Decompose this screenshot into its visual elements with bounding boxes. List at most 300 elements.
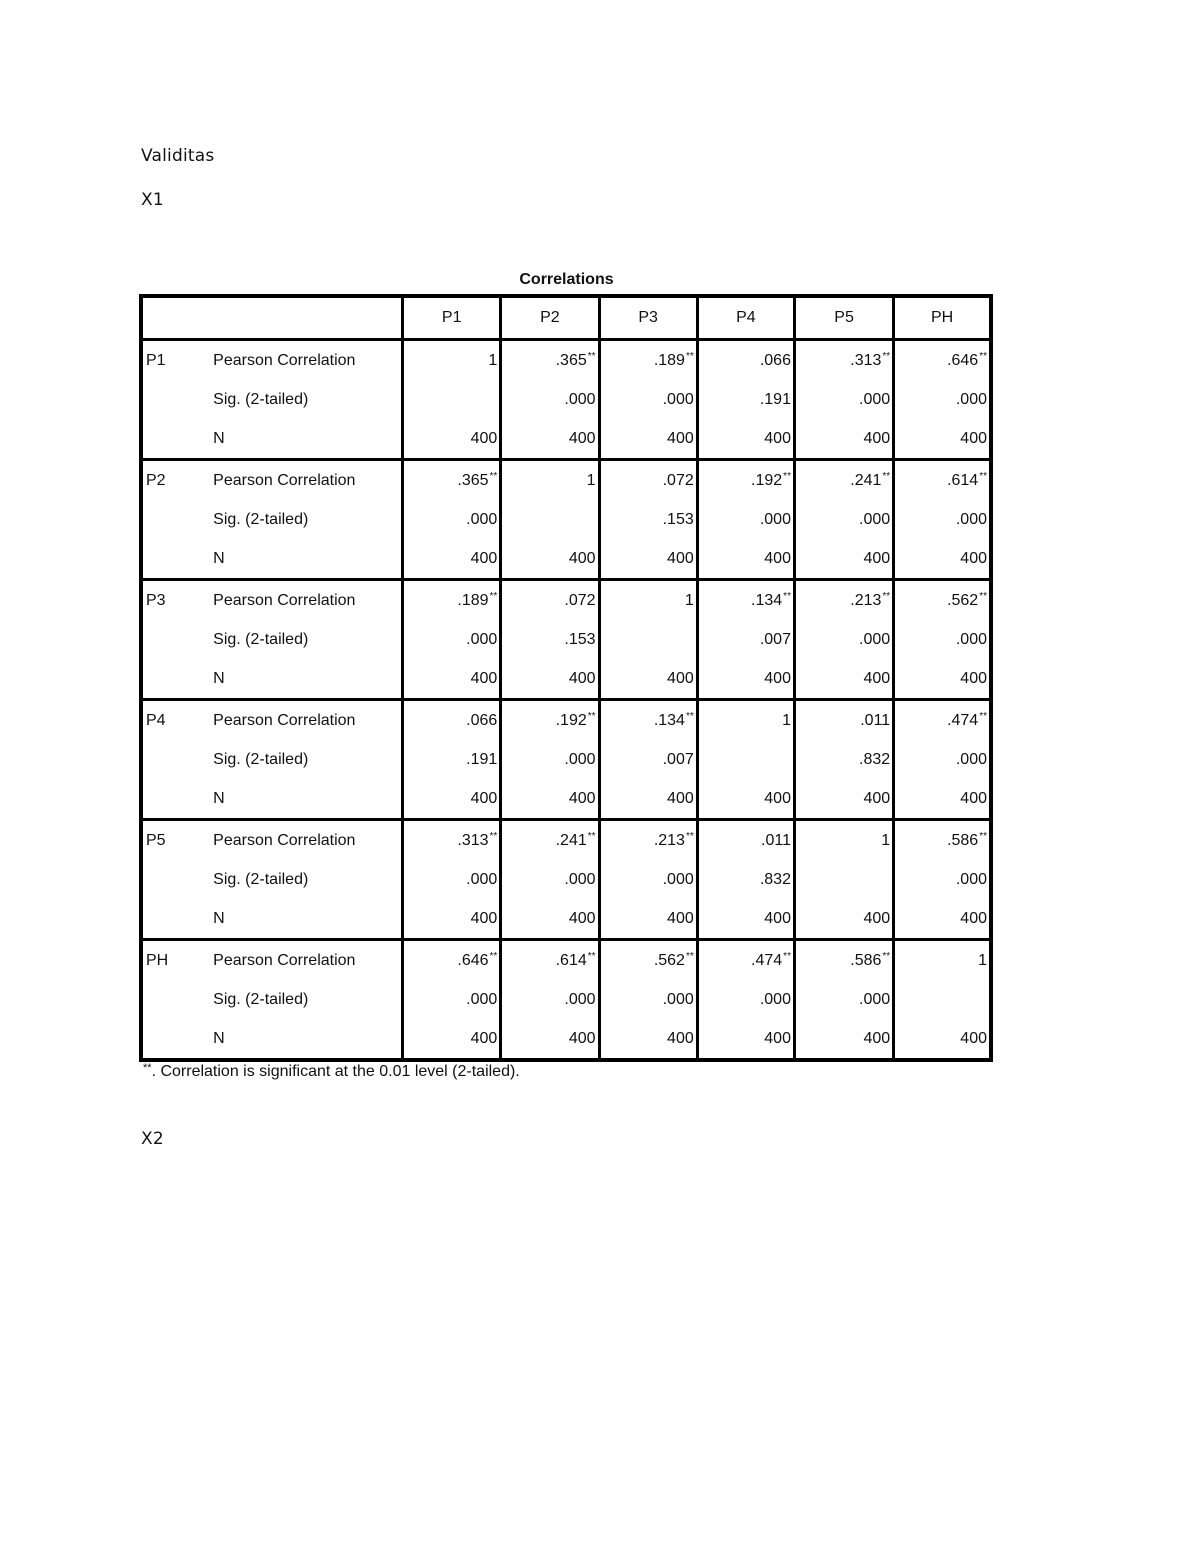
- table-cell: [697, 1019, 794, 1060]
- significance-marker: **: [489, 831, 498, 842]
- significance-marker: **: [882, 591, 891, 602]
- cell-value: .066: [466, 711, 498, 729]
- cell-value: 400: [568, 789, 596, 807]
- table-cell: [501, 460, 599, 501]
- cell-value: .011: [761, 831, 791, 849]
- cell-value: 400: [764, 549, 791, 567]
- table-header-row: [141, 296, 991, 340]
- row-variable-label: [141, 659, 211, 700]
- significance-marker: **: [685, 951, 694, 962]
- table-row: [141, 340, 991, 381]
- significance-marker: **: [489, 471, 498, 482]
- cell-value: 400: [470, 429, 498, 447]
- table-cell: [894, 380, 991, 419]
- cell-value: 400: [960, 789, 987, 807]
- table-cell: [697, 419, 794, 460]
- row-variable-label: PH: [146, 951, 169, 969]
- table-cell: [599, 659, 697, 700]
- table-cell: [599, 779, 697, 820]
- table-row: [141, 899, 991, 940]
- cell-value: .192: [555, 712, 587, 729]
- section-label-x1: X1: [141, 190, 164, 210]
- row-variable-label: [141, 1019, 211, 1060]
- cell-value: 400: [470, 669, 498, 687]
- significance-marker: **: [783, 951, 791, 962]
- table-cell: [403, 659, 501, 700]
- table-cell: [501, 1019, 599, 1060]
- row-variable-label: [141, 419, 211, 460]
- cell-value: .000: [466, 870, 498, 888]
- row-statistic-label: Pearson Correlation: [213, 471, 356, 489]
- cell-value: .192: [751, 472, 783, 489]
- cell-value: .153: [564, 630, 596, 648]
- table-cell: [403, 779, 501, 820]
- cell-value: .072: [662, 471, 694, 489]
- table-cell: [697, 980, 794, 1019]
- cell-value: 400: [568, 429, 596, 447]
- column-header: P4: [697, 296, 794, 340]
- table-cell: [403, 1019, 501, 1060]
- cell-value: .365: [457, 472, 489, 489]
- table-cell: [794, 380, 893, 419]
- cell-value: 1: [586, 471, 596, 489]
- column-header: P1: [403, 296, 501, 340]
- row-variable-label: [141, 980, 211, 1019]
- cell-value: .000: [859, 510, 891, 528]
- table-row: [141, 980, 991, 1019]
- cell-value: 400: [863, 1029, 891, 1047]
- table-cell: [894, 1019, 991, 1060]
- table-cell: [403, 820, 501, 861]
- table-cell: [697, 659, 794, 700]
- cell-value: .646: [457, 952, 489, 969]
- header-blank-statistic: [211, 296, 402, 340]
- cell-value: .191: [466, 750, 498, 768]
- table-cell: [794, 700, 893, 741]
- row-variable-label: P4: [146, 711, 166, 729]
- table-row: [141, 500, 991, 539]
- cell-value: 400: [764, 789, 791, 807]
- table-row: [141, 779, 991, 820]
- table-cell: [794, 899, 893, 940]
- significance-marker: **: [979, 471, 987, 482]
- cell-value: .000: [564, 390, 596, 408]
- cell-value: 400: [568, 1029, 596, 1047]
- cell-value: 400: [470, 909, 498, 927]
- significance-marker: **: [783, 471, 791, 482]
- table-cell: [697, 340, 794, 381]
- cell-value: .474: [947, 712, 979, 729]
- table-cell: [894, 740, 991, 779]
- cell-value: .241: [555, 832, 587, 849]
- cell-value: .586: [850, 952, 882, 969]
- cell-value: .000: [859, 630, 891, 648]
- significance-marker: **: [685, 831, 694, 842]
- table-row: [141, 620, 991, 659]
- significance-marker: **: [587, 831, 596, 842]
- table-cell: [501, 419, 599, 460]
- table-cell: [697, 740, 794, 779]
- row-variable-label: [141, 860, 211, 899]
- cell-value: .000: [955, 390, 987, 408]
- cell-value: .586: [947, 832, 979, 849]
- table-row: [141, 659, 991, 700]
- cell-value: 400: [568, 549, 596, 567]
- table-cell: [697, 860, 794, 899]
- table-cell: [794, 940, 893, 981]
- cell-value: .191: [759, 390, 791, 408]
- row-statistic-label: N: [211, 539, 402, 580]
- cell-value: .832: [759, 870, 791, 888]
- table-cell: [403, 580, 501, 621]
- table-cell: [403, 460, 501, 501]
- cell-value: .000: [955, 510, 987, 528]
- cell-value: 400: [667, 429, 694, 447]
- significance-marker: **: [587, 351, 596, 362]
- significance-marker: **: [979, 351, 987, 362]
- significance-marker: **: [587, 711, 596, 722]
- cell-value: .474: [751, 952, 783, 969]
- table-cell: [599, 340, 697, 381]
- cell-value: .007: [759, 630, 791, 648]
- table-cell: [894, 700, 991, 741]
- table-cell: [403, 700, 501, 741]
- table-cell: [894, 419, 991, 460]
- cell-value: .000: [564, 990, 596, 1008]
- column-header: P2: [501, 296, 599, 340]
- cell-value: .000: [466, 630, 498, 648]
- table-cell: [501, 700, 599, 741]
- row-variable-label: P1: [146, 351, 166, 369]
- cell-value: 400: [960, 909, 987, 927]
- significance-marker: **: [882, 351, 891, 362]
- table-cell: [501, 659, 599, 700]
- table-cell: [403, 980, 501, 1019]
- table-cell: [697, 779, 794, 820]
- table-row: [141, 419, 991, 460]
- table-cell: [599, 580, 697, 621]
- row-statistic-label: Sig. (2-tailed): [213, 870, 309, 888]
- table-cell: [501, 740, 599, 779]
- table-cell: [501, 940, 599, 981]
- cell-value: 400: [667, 1029, 694, 1047]
- table-cell: [403, 899, 501, 940]
- cell-value: .000: [466, 990, 498, 1008]
- table-cell: [894, 860, 991, 899]
- table-cell: [599, 460, 697, 501]
- cell-value: 400: [667, 909, 694, 927]
- table-cell: [894, 620, 991, 659]
- table-cell: [599, 380, 697, 419]
- table-cell: [599, 620, 697, 659]
- row-statistic-label: N: [211, 779, 402, 820]
- cell-value: .562: [653, 952, 685, 969]
- cell-value: .000: [955, 750, 987, 768]
- table-body: [141, 340, 991, 1061]
- cell-value: .011: [860, 711, 891, 729]
- table-cell: [794, 620, 893, 659]
- cell-value: .153: [662, 510, 694, 528]
- cell-value: .313: [457, 832, 489, 849]
- table-cell: [697, 620, 794, 659]
- table-cell: [894, 820, 991, 861]
- cell-value: 400: [764, 909, 791, 927]
- cell-value: .000: [955, 630, 987, 648]
- table-cell: [794, 820, 893, 861]
- row-variable-label: P2: [146, 471, 166, 489]
- table-cell: [794, 980, 893, 1019]
- table-cell: [794, 779, 893, 820]
- column-header: P3: [599, 296, 697, 340]
- cell-value: .000: [859, 990, 891, 1008]
- cell-value: 400: [863, 909, 891, 927]
- table-row: [141, 1019, 991, 1060]
- table-cell: [697, 940, 794, 981]
- significance-marker: **: [783, 591, 791, 602]
- cell-value: 1: [782, 711, 791, 729]
- cell-value: .189: [653, 352, 685, 369]
- cell-value: 1: [488, 351, 498, 369]
- table-cell: [794, 500, 893, 539]
- cell-value: .000: [759, 510, 791, 528]
- table-cell: [794, 1019, 893, 1060]
- table-cell: [794, 860, 893, 899]
- cell-value: .832: [859, 750, 891, 768]
- significance-marker: **: [587, 951, 596, 962]
- table-cell: [697, 539, 794, 580]
- table-cell: [794, 740, 893, 779]
- cell-value: 400: [568, 909, 596, 927]
- table-cell: [794, 580, 893, 621]
- table-cell: [894, 539, 991, 580]
- table-cell: [501, 539, 599, 580]
- cell-value: 400: [863, 549, 891, 567]
- table-cell: [794, 460, 893, 501]
- table-cell: [501, 500, 599, 539]
- row-variable-label: [141, 620, 211, 659]
- cell-value: .000: [564, 870, 596, 888]
- table-cell: [501, 779, 599, 820]
- row-variable-label: [141, 500, 211, 539]
- cell-value: 400: [960, 549, 987, 567]
- table-row: [141, 539, 991, 580]
- cell-value: .134: [653, 712, 685, 729]
- table-cell: [894, 659, 991, 700]
- row-variable-label: [141, 779, 211, 820]
- table-footnote: [143, 1062, 520, 1081]
- table-cell: [894, 980, 991, 1019]
- table-cell: [599, 500, 697, 539]
- table-cell: [403, 740, 501, 779]
- table-cell: [794, 659, 893, 700]
- significance-marker: **: [979, 831, 987, 842]
- table-cell: [894, 899, 991, 940]
- table-row: [141, 380, 991, 419]
- table-cell: [501, 820, 599, 861]
- cell-value: 400: [863, 429, 891, 447]
- table-cell: [894, 940, 991, 981]
- row-statistic-label: Pearson Correlation: [213, 951, 356, 969]
- table-row: [141, 740, 991, 779]
- cell-value: 1: [881, 831, 891, 849]
- cell-value: .189: [457, 592, 489, 609]
- cell-value: 400: [470, 549, 498, 567]
- row-statistic-label: Sig. (2-tailed): [213, 510, 309, 528]
- table-row: [141, 940, 991, 981]
- cell-value: 400: [667, 669, 694, 687]
- cell-value: .646: [947, 352, 979, 369]
- table-cell: [501, 340, 599, 381]
- cell-value: .213: [850, 592, 882, 609]
- footnote-marker: **: [143, 1062, 152, 1074]
- table-cell: [403, 620, 501, 659]
- table-cell: [599, 940, 697, 981]
- cell-value: 400: [667, 789, 694, 807]
- table-cell: [501, 580, 599, 621]
- cell-value: 400: [667, 549, 694, 567]
- row-statistic-label: Pearson Correlation: [213, 591, 356, 609]
- table-cell: [599, 899, 697, 940]
- significance-marker: **: [489, 591, 498, 602]
- table-cell: [697, 460, 794, 501]
- cell-value: .000: [859, 390, 891, 408]
- row-statistic-label: Sig. (2-tailed): [213, 990, 309, 1008]
- significance-marker: **: [489, 951, 498, 962]
- cell-value: 400: [470, 1029, 498, 1047]
- footnote-text: . Correlation is significant at the 0.01 level (2-tailed).: [151, 1063, 520, 1080]
- table-cell: [403, 940, 501, 981]
- cell-value: 400: [470, 789, 498, 807]
- cell-value: 400: [764, 669, 791, 687]
- table-cell: [794, 539, 893, 580]
- header-blank-variable: [141, 296, 211, 340]
- row-statistic-label: N: [211, 1019, 402, 1060]
- significance-marker: **: [685, 351, 694, 362]
- table-cell: [794, 340, 893, 381]
- table-cell: [403, 380, 501, 419]
- cell-value: 400: [764, 429, 791, 447]
- row-statistic-label: Pearson Correlation: [213, 711, 356, 729]
- cell-value: .134: [751, 592, 783, 609]
- cell-value: 400: [568, 669, 596, 687]
- table-cell: [894, 340, 991, 381]
- cell-value: .007: [662, 750, 694, 768]
- table-cell: [501, 899, 599, 940]
- row-statistic-label: N: [211, 419, 402, 460]
- row-statistic-label: N: [211, 899, 402, 940]
- table-cell: [894, 779, 991, 820]
- row-variable-label: [141, 539, 211, 580]
- table-cell: [599, 1019, 697, 1060]
- cell-value: .365: [555, 352, 587, 369]
- table-cell: [599, 980, 697, 1019]
- section-label-x2: X2: [141, 1129, 164, 1149]
- table-cell: [697, 500, 794, 539]
- cell-value: .000: [662, 990, 694, 1008]
- table-cell: [599, 740, 697, 779]
- table-cell: [894, 460, 991, 501]
- table-row: [141, 460, 991, 501]
- cell-value: .072: [564, 591, 596, 609]
- table-cell: [501, 980, 599, 1019]
- cell-value: 1: [684, 591, 694, 609]
- cell-value: .066: [759, 351, 791, 369]
- cell-value: 400: [960, 669, 987, 687]
- cell-value: .000: [564, 750, 596, 768]
- cell-value: .614: [555, 952, 587, 969]
- cell-value: 400: [960, 429, 987, 447]
- table-cell: [403, 500, 501, 539]
- row-statistic-label: Pearson Correlation: [213, 351, 356, 369]
- row-variable-label: [141, 380, 211, 419]
- table-row: [141, 700, 991, 741]
- significance-marker: **: [882, 951, 891, 962]
- row-variable-label: [141, 740, 211, 779]
- cell-value: .614: [947, 472, 979, 489]
- significance-marker: **: [979, 591, 987, 602]
- table-cell: [599, 820, 697, 861]
- cell-value: .241: [850, 472, 882, 489]
- table-cell: [697, 820, 794, 861]
- cell-value: .213: [653, 832, 685, 849]
- table-cell: [697, 899, 794, 940]
- table-cell: [403, 539, 501, 580]
- row-statistic-label: N: [211, 659, 402, 700]
- table-cell: [403, 340, 501, 381]
- cell-value: .000: [759, 990, 791, 1008]
- table-cell: [599, 419, 697, 460]
- cell-value: 400: [764, 1029, 791, 1047]
- table-cell: [599, 700, 697, 741]
- row-statistic-label: Sig. (2-tailed): [213, 630, 309, 648]
- table-cell: [501, 620, 599, 659]
- row-statistic-label: Pearson Correlation: [213, 831, 356, 849]
- correlations-table: [139, 294, 993, 1062]
- table-cell: [403, 860, 501, 899]
- table-cell: [599, 860, 697, 899]
- document-heading: Validitas: [141, 146, 215, 166]
- cell-value: .562: [947, 592, 979, 609]
- table-title: Correlations: [519, 271, 614, 288]
- cell-value: 400: [863, 669, 891, 687]
- cell-value: 400: [863, 789, 891, 807]
- cell-value: 400: [960, 1029, 987, 1047]
- row-statistic-label: Sig. (2-tailed): [213, 390, 309, 408]
- table-cell: [501, 380, 599, 419]
- table-cell: [894, 500, 991, 539]
- column-header: P5: [794, 296, 893, 340]
- table-cell: [697, 700, 794, 741]
- table-row: [141, 860, 991, 899]
- cell-value: .313: [850, 352, 882, 369]
- row-statistic-label: Sig. (2-tailed): [213, 750, 309, 768]
- table-row: [141, 820, 991, 861]
- table-cell: [403, 419, 501, 460]
- significance-marker: **: [979, 711, 987, 722]
- cell-value: .000: [662, 390, 694, 408]
- table-cell: [599, 539, 697, 580]
- row-variable-label: P5: [146, 831, 166, 849]
- significance-marker: **: [882, 471, 891, 482]
- table-cell: [697, 580, 794, 621]
- column-header: PH: [894, 296, 991, 340]
- cell-value: .000: [662, 870, 694, 888]
- table-cell: [697, 380, 794, 419]
- row-variable-label: [141, 899, 211, 940]
- cell-value: .000: [466, 510, 498, 528]
- table-cell: [794, 419, 893, 460]
- table-cell: [894, 580, 991, 621]
